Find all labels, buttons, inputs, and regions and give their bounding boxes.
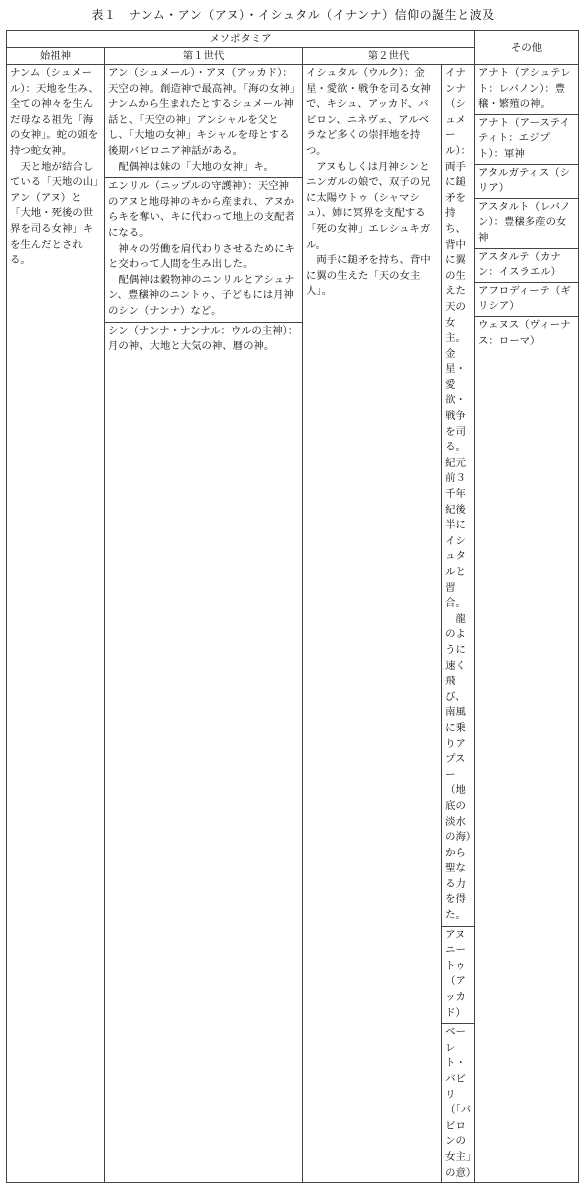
other-item: アナト（アシュテレト：レバノン）：豊穣・繁殖の神。 bbox=[475, 65, 578, 115]
cell-other bbox=[475, 65, 579, 1183]
ishtar-text: イシュタル（ウルク）：金星・愛欲・戦争を司る女神で、キシュ、アッカド、バビロン、ニネヴェ、アルベラなど多くの崇拝地を持つ。 アヌもしくは月神シンとニンガルの娘で、双子の兄に太陽ウトゥ（シャマシュ）、姉に冥界を支配する「死の女神」エレシュキガル。 両手に鎚矛を持ち、背中に翼の生えた「天の女主人」。 bbox=[306, 67, 431, 298]
other-item: ウェヌス（ヴィーナス：ローマ） bbox=[478, 318, 571, 347]
ishtar-col bbox=[303, 65, 442, 1182]
other-item: アスタルト（レバノン）：豊穣多産の女神 bbox=[475, 199, 578, 249]
other-item: アフロディーテ（ギリシア） bbox=[475, 283, 578, 317]
anunitu-text: アヌニートゥ（アッカド） bbox=[442, 926, 474, 1022]
header-mesopotamia: メソポタミア bbox=[7, 31, 475, 48]
cell-gen2 bbox=[303, 65, 475, 1183]
nanmu-text: ナンム（シュメール）：天地を生み、全ての神々を生んだ母なる祖先「海の女神」。蛇の頭を持つ蛇女神。 天と地が結合している「天地の山」アン（アヌ）と「大地・死後の世界を司る女神」キを生んだとされる。 bbox=[10, 67, 99, 267]
other-item: アタルガティス（シリア） bbox=[475, 165, 578, 199]
other-item: アナト（アーステイティト：エジプト）：軍神 bbox=[475, 115, 578, 165]
enlil-text: エンリル（ニップルの守護神）：天空神のアヌと地母神のキから産まれ、アヌからキを奪い、キに代わって地上の支配者になる。 神々の労働を肩代わりさせるためにキと交わって人間を生み出した。 配偶神は穀物神のニンリルとアシュナン、豊穣神のニントゥ、子どもには月神のシン（ナンナ）など。 bbox=[105, 177, 302, 319]
belet-text: ベーレト・バビリ（「バビロンの女主」の意） bbox=[442, 1023, 474, 1181]
inanna-text: イナンナ（シュメール）：両手に鎚矛を持ち、背中に翼の生えた天の女主。金星・愛欲・戦争を司る。紀元前３千年紀後半にイシュタルと習合。 龍のように速く飛び、南風に乗りアプスー（地底の淡水の海）から聖なる力を得た。 bbox=[445, 67, 472, 922]
other-item: アスタルテ（カナン：イスラエル） bbox=[475, 249, 578, 283]
inanna-col bbox=[442, 65, 477, 1182]
header-other: その他 bbox=[475, 31, 579, 65]
cell-nanmu bbox=[7, 65, 105, 1183]
header-gen2: 第２世代 bbox=[303, 48, 475, 65]
table-title: 表１ ナンム・アン（アヌ）・イシュタル（イナンナ）信仰の誕生と波及 bbox=[91, 8, 495, 22]
header-founder: 始祖神 bbox=[7, 48, 105, 65]
an-text: アン（シュメール）・アヌ（アッカド）：天空の神。創造神で最高神。「海の女神」ナンムから生まれたとするシュメール神話と、「天空の神」アンシャルを父とし、「大地の女神」キシャルを母とする後期バビロニア神話がある。 配偶神は妹の「大地の女神」キ。 bbox=[108, 67, 296, 173]
belief-table bbox=[6, 30, 579, 1183]
header-gen1: 第１世代 bbox=[105, 48, 303, 65]
cell-gen1 bbox=[105, 65, 303, 1183]
sin-text: シン（ナンナ・ナンナル：ウルの主神）：月の神、大地と大気の神、暦の神。 bbox=[105, 322, 302, 355]
